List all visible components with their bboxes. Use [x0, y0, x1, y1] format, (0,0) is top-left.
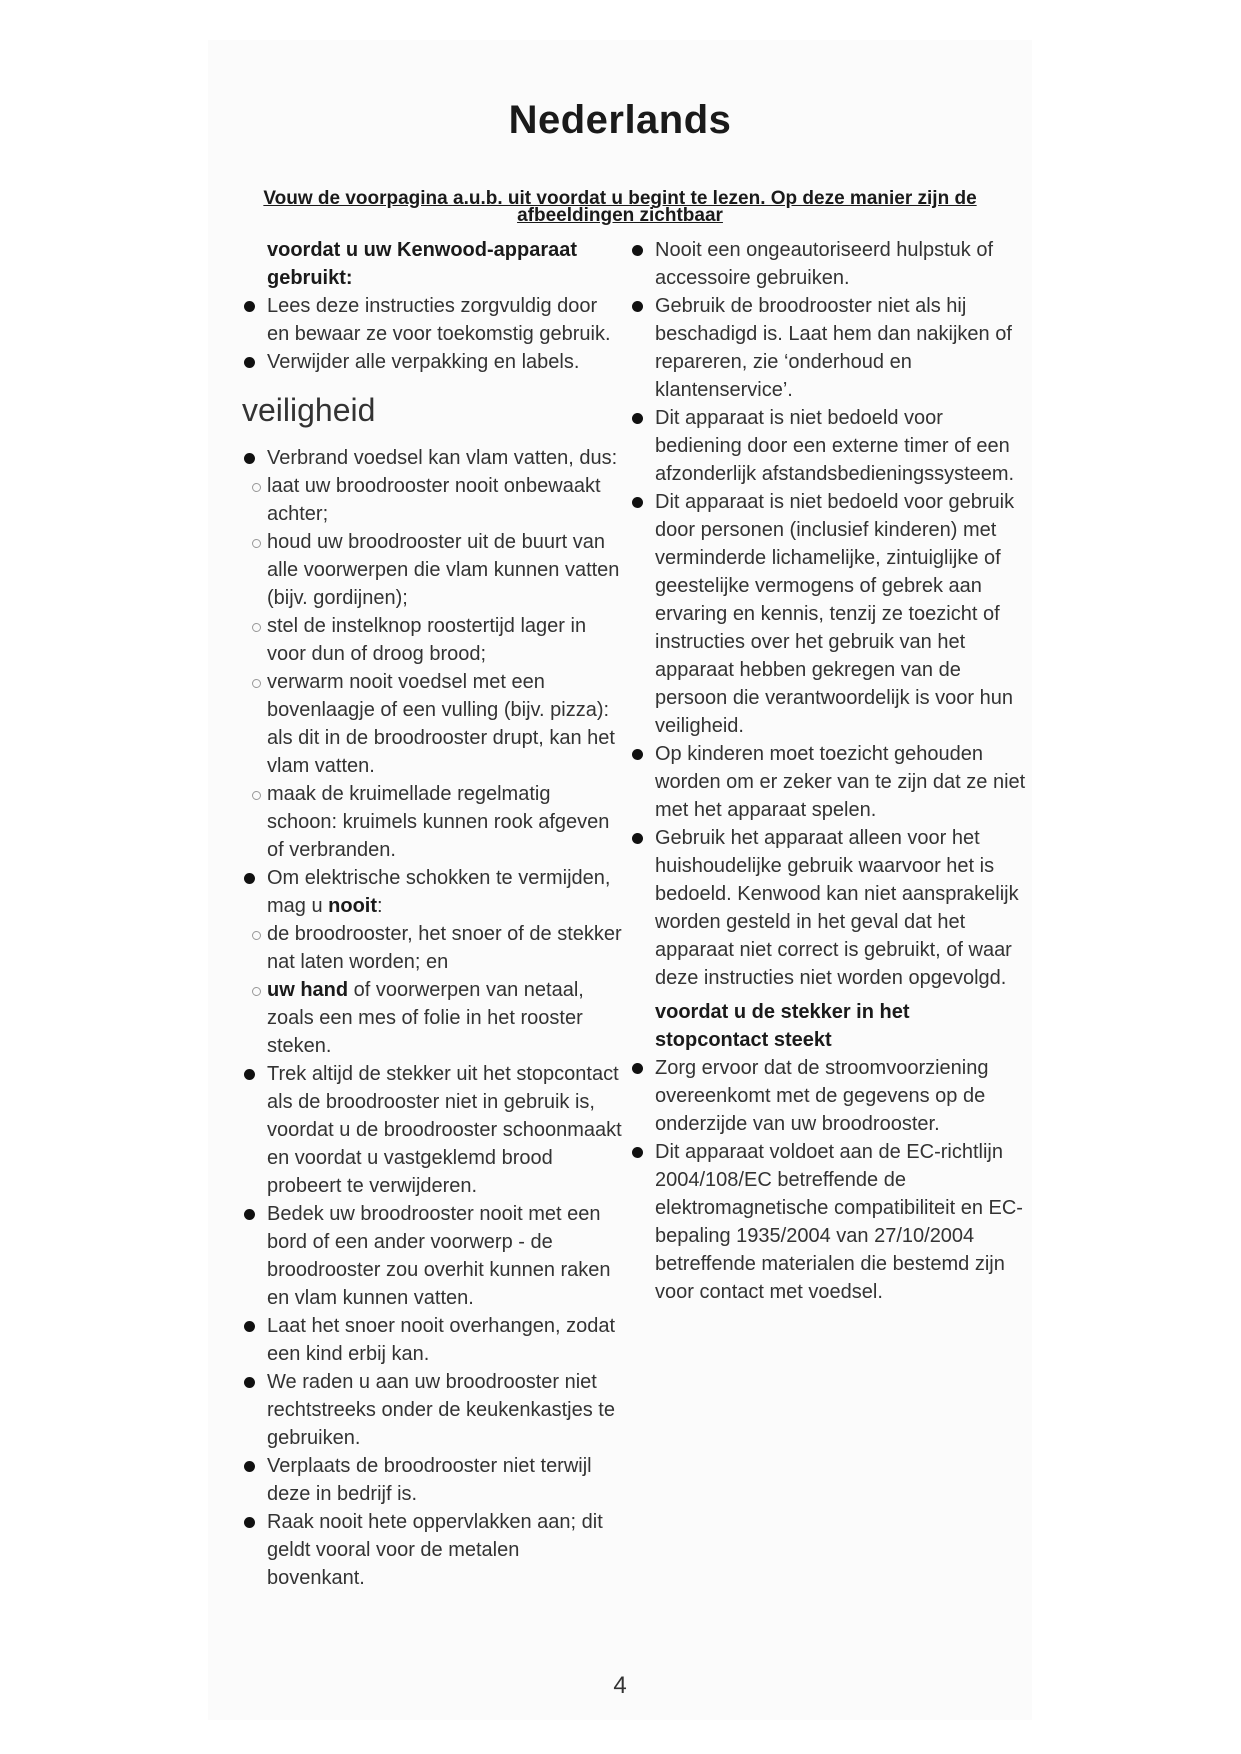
list-item: We raden u aan uw broodrooster niet rechtstreeks onder de keukenkastjes te gebruiken. — [242, 1368, 622, 1452]
list-item: Raak nooit hete oppervlakken aan; dit geldt vooral voor de metalen bovenkant. — [242, 1508, 622, 1592]
unfold-notice: Vouw de voorpagina a.u.b. uit voordat u begint te lezen. Op deze manier zijn de afbeeldingen zichtbaar — [263, 188, 977, 226]
sub-list-item: verwarm nooit voedsel met een bovenlaagje of een vulling (bijv. pizza): als dit in de broodrooster drupt, kan het vlam vatten. — [242, 668, 622, 780]
bullet-icon — [244, 357, 255, 368]
circle-bullet-icon — [252, 483, 261, 492]
sub-list-item: maak de kruimellade regelmatig schoon: kruimels kunnen rook afgeven of verbranden. — [242, 780, 622, 864]
bullet-icon — [244, 1461, 255, 1472]
list-item: Om elektrische schokken te vermijden, mag u nooit: — [242, 864, 622, 920]
sub-list-item: houd uw broodrooster uit de buurt van alle voorwerpen die vlam kunnen vatten (bijv. gordijnen); — [242, 528, 622, 612]
bullet-icon — [244, 1209, 255, 1220]
sub-list-item: uw hand of voorwerpen van netaal, zoals een mes of folie in het rooster steken. — [242, 976, 622, 1060]
bullet-icon — [244, 873, 255, 884]
list-item: Verplaats de broodrooster niet terwijl deze in bedrijf is. — [242, 1452, 622, 1508]
bullet-icon — [244, 1321, 255, 1332]
bullet-icon — [244, 1069, 255, 1080]
list-item: Verbrand voedsel kan vlam vatten, dus: — [242, 444, 622, 472]
bullet-icon — [244, 1377, 255, 1388]
bullet-icon — [632, 1063, 643, 1074]
list-item: Dit apparaat is niet bedoeld voor bediening door een externe timer of een afzonderlijk afstandsbedieningssysteem. — [630, 404, 1026, 488]
bullet-icon — [632, 497, 643, 508]
left-column — [242, 236, 622, 1592]
sub-list-item: de broodrooster, het snoer of de stekker nat laten worden; en — [242, 920, 622, 976]
list-item: Trek altijd de stekker uit het stopcontact als de broodrooster niet in gebruik is, voordat u de broodrooster schoonmaakt en voordat u vastgeklemd brood probeert te verwijderen. — [242, 1060, 622, 1200]
bullet-icon — [632, 413, 643, 424]
list-item: Gebruik het apparaat alleen voor het huishoudelijke gebruik waarvoor het is bedoeld. Kenwood kan niet aansprakelijk worden gesteld in het geval dat het apparaat niet correct is gebruikt, of waar deze instructies niet worden opgevolgd. — [630, 824, 1026, 992]
bullet-icon — [632, 1147, 643, 1158]
bullet-icon — [244, 453, 255, 464]
bullet-icon — [632, 749, 643, 760]
list-item: Gebruik de broodrooster niet als hij beschadigd is. Laat hem dan nakijken of repareren, zie ‘onderhoud en klantenservice’. — [630, 292, 1026, 404]
circle-bullet-icon — [252, 679, 261, 688]
page-number: 4 — [613, 1672, 627, 1699]
page-title: Nederlands — [508, 98, 732, 142]
circle-bullet-icon — [252, 931, 261, 940]
circle-bullet-icon — [252, 987, 261, 996]
bullet-icon — [632, 245, 643, 256]
sub-list-item: stel de instelknop roostertijd lager in voor dun of droog brood; — [242, 612, 622, 668]
right-column — [630, 236, 1026, 1306]
bullet-icon — [244, 301, 255, 312]
list-item: Laat het snoer nooit overhangen, zodat een kind erbij kan. — [242, 1312, 622, 1368]
list-item: Zorg ervoor dat de stroomvoorziening overeenkomt met de gegevens op de onderzijde van uw broodrooster. — [630, 1054, 1026, 1138]
circle-bullet-icon — [252, 539, 261, 548]
list-item: Bedek uw broodrooster nooit met een bord of een ander voorwerp - de broodrooster zou overhit kunnen raken en vlam kunnen vatten. — [242, 1200, 622, 1312]
manual-page — [208, 40, 1032, 1720]
list-item: Op kinderen moet toezicht gehouden worden om er zeker van te zijn dat ze niet met het apparaat spelen. — [630, 740, 1026, 824]
list-item: Dit apparaat is niet bedoeld voor gebruik door personen (inclusief kinderen) met verminderde lichamelijke, zintuiglijke of geestelijke vermogens of gebrek aan ervaring en kennis, tenzij ze toezicht of instructies over het gebruik van het apparaat hebben gekregen van de persoon die verantwoordelijk is voor hun veiligheid. — [630, 488, 1026, 740]
list-item: Nooit een ongeautoriseerd hulpstuk of accessoire gebruiken. — [630, 236, 1026, 292]
plug-heading: voordat u de stekker in het stopcontact steekt — [655, 1001, 910, 1051]
circle-bullet-icon — [252, 791, 261, 800]
bullet-icon — [244, 1517, 255, 1528]
list-item: Verwijder alle verpakking en labels. — [242, 348, 622, 376]
list-item: Dit apparaat voldoet aan de EC-richtlijn 2004/108/EC betreffende de elektromagnetische compatibiliteit en EC-bepaling 1935/2004 van 27/10/2004 betreffende materialen die bestemd zijn voor contact met voedsel. — [630, 1138, 1026, 1306]
safety-heading: veiligheid — [242, 392, 376, 428]
intro-heading: voordat u uw Kenwood-apparaat gebruikt: — [267, 239, 578, 289]
bullet-icon — [632, 301, 643, 312]
circle-bullet-icon — [252, 623, 261, 632]
sub-list-item: laat uw broodrooster nooit onbewaakt achter; — [242, 472, 622, 528]
list-item: Lees deze instructies zorgvuldig door en bewaar ze voor toekomstig gebruik. — [242, 292, 622, 348]
bullet-icon — [632, 833, 643, 844]
